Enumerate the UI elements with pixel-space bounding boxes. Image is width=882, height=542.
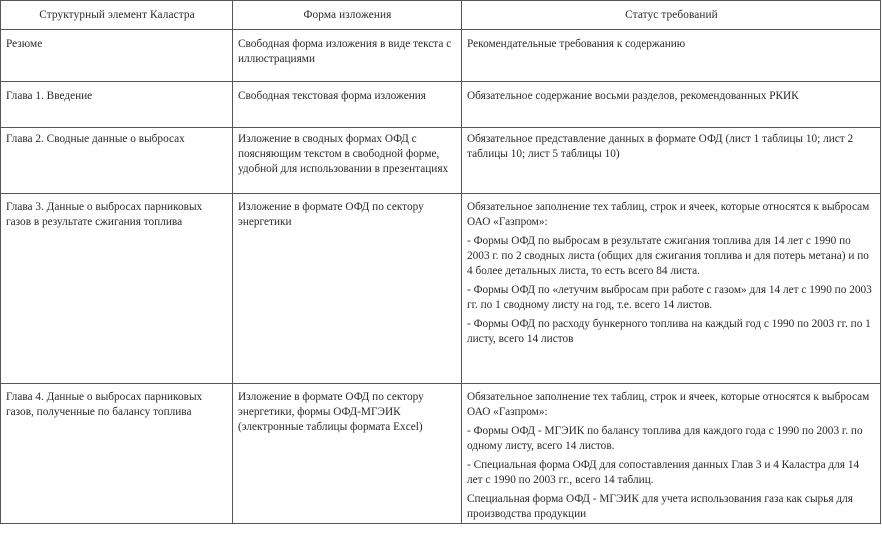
cell-element: Глава 4. Данные о выбросах парниковых газов, полученные по балансу топлива: [1, 384, 233, 524]
table-row: [1, 384, 881, 524]
header-status: Статус требований: [462, 1, 881, 30]
header-structural-element: Структурный элемент Каластра: [1, 1, 233, 30]
cell-status: [462, 384, 881, 524]
status-paragraph: - Формы ОФД по «летучим выбросам при работе с газом» для 14 лет с 1990 по 2003 гг. по 1 сводному листу на год, т.е. всего 14 листов.: [467, 284, 872, 311]
status-paragraph: Обязательное заполнение тех таблиц, строк и ячеек, которые относятся к выбросам ОАО «Газпром»:: [467, 391, 870, 418]
status-paragraph: Специальная форма ОФД - МГЭИК для учета использования газа как сырья для производства продукции: [467, 493, 853, 520]
status-paragraph: - Формы ОФД по расходу бункерного топлива на каждый год с 1990 по 2003 гг. по 1 листу, всего 14 листов: [467, 318, 871, 345]
header-form: Форма изложения: [233, 1, 462, 30]
status-paragraph: Обязательное заполнение тех таблиц, строк и ячеек, которые относятся к выбросам ОАО «Газпром»:: [467, 201, 870, 228]
cell-form: Изложение в формате ОФД по сектору энергетики, формы ОФД-МГЭИК (электронные таблицы формата Excel): [233, 384, 462, 524]
cell-element: Глава 1. Введение: [1, 82, 233, 128]
cell-form: Изложение в сводных формах ОФД с поясняющим текстом в свободной форме, удобной для использовании в презентациях: [233, 128, 462, 194]
cell-element: Глава 3. Данные о выбросах парниковых газов в результате сжигания топлива: [1, 194, 233, 384]
status-paragraph: - Формы ОФД - МГЭИК по балансу топлива для каждого года с 1990 по 2003 г. по одному листу, всего 14 листов.: [467, 425, 863, 452]
table-row: [1, 82, 881, 128]
table-row: [1, 30, 881, 82]
cell-status: [462, 82, 881, 128]
table-row: [1, 128, 881, 194]
status-paragraph: - Формы ОФД по выбросам в результате сжигания топлива для 14 лет с 1990 по 2003 г. по 2 сводных листа (общих для сжигания топлива и для потерь метана) и по 4 более детальных листа, то есть всего 84 листа.: [467, 235, 869, 277]
cell-form: Свободная форма изложения в виде текста с иллюстрациями: [233, 30, 462, 82]
cell-status: [462, 194, 881, 384]
table-row: [1, 194, 881, 384]
status-paragraph: Обязательное содержание восьми разделов, рекомендованных РКИК: [467, 90, 799, 102]
cell-form: Изложение в формате ОФД по сектору энергетики: [233, 194, 462, 384]
status-paragraph: Обязательное представление данных в формате ОФД (лист 1 таблицы 10; лист 2 таблицы 10; лист 5 таблицы 10): [467, 133, 854, 160]
table-header-row: [1, 1, 881, 30]
cell-form: Свободная текстовая форма изложения: [233, 82, 462, 128]
cell-status: [462, 30, 881, 82]
cell-element: Резюме: [1, 30, 233, 82]
cell-element: Глава 2. Сводные данные о выбросах: [1, 128, 233, 194]
cell-status: [462, 128, 881, 194]
status-paragraph: - Специальная форма ОФД для сопоставления данных Глав 3 и 4 Каластра для 14 лет с 1990 по 2003 гг., всего 14 таблиц.: [467, 459, 860, 486]
status-paragraph: Рекомендательные требования к содержанию: [467, 38, 686, 50]
